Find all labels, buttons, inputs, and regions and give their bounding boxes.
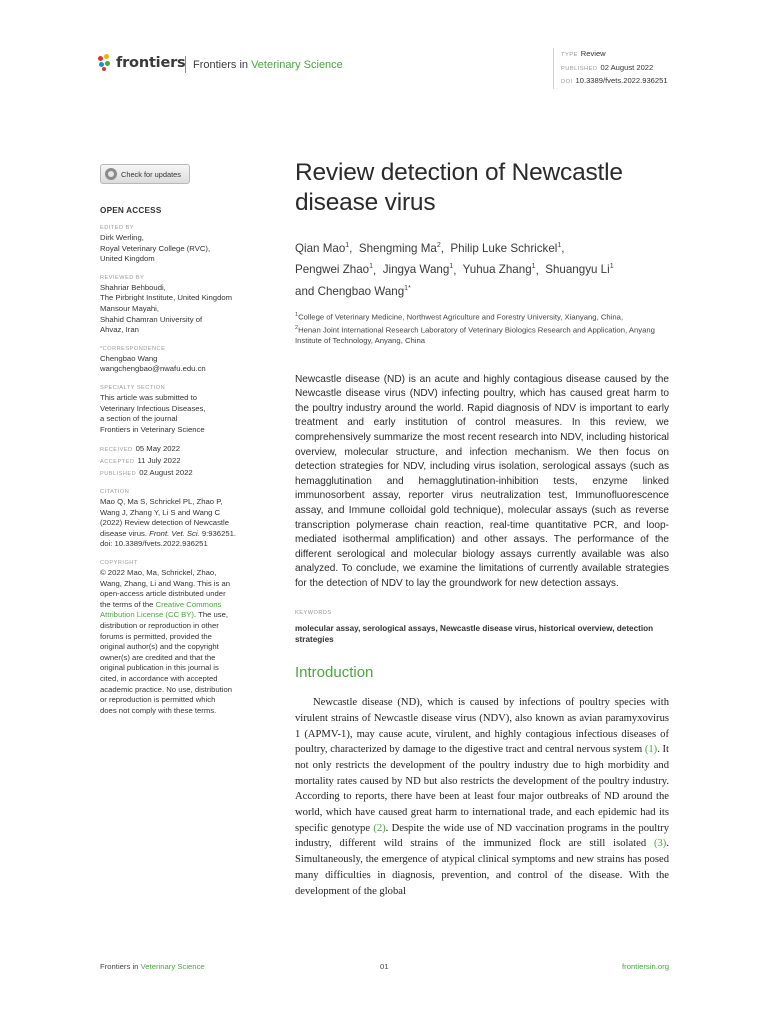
reviewed-by-section: REVIEWED BY Shahriar Behboudi, The Pirbright Institute, United Kingdom Mansour Mayahi, Shahid Chamran University of Ahvaz, Iran <box>100 274 233 335</box>
check-for-updates-button[interactable]: Check for updates <box>100 164 190 184</box>
reference-link[interactable]: (3) <box>653 838 667 850</box>
dates-section <box>100 444 278 479</box>
citation-doi[interactable]: doi: 10.3389/fvets.2022.936251 <box>100 539 208 549</box>
meta-doi[interactable]: DOI 10.3389/fvets.2022.936251 <box>561 76 668 85</box>
author[interactable]: Chengbao Wang$^{1*}$ <box>317 284 411 298</box>
meta-published: PUBLISHED 02 August 2022 <box>561 62 654 72</box>
journal-name[interactable] <box>193 59 343 71</box>
affiliations: $^1$College of Veterinary Medicine, Northwest Agriculture and Forestry University, Xianyang, China, $^2$Henan Joint International Research Laboratory of Veterinary Biologics Research and Application, Anyang Institute of Technology, Anyang, China <box>295 311 655 345</box>
author[interactable]: Shuangyu Li$^1$ <box>545 263 614 277</box>
introduction-paragraph: Newcastle disease (ND), which is caused by infections of poultry species with virulent strains of Newcastle disease virus (NDV), also known as avian paramyxovirus 1 (APMV-1), may cause acute, virulent, and highly contagious infectious diseases of poultry, characterized by damage to the digestive tract and central nervous system (1). It not only restricts the development of the poultry industry due to high morbidity and mortality rates caused by ND but also restricts the development of the poultry industry. According to reports, there have been at least four major outbreaks of ND around the world, which have caused great harm to international trade, and each epidemic had its specific genotype (2). Despite the wide use of ND vaccination programs in the poultry industry, different wild strains of the immunized flock are still isolated (3). Simultaneously, the emergence of atypical clinical symptoms and new strains has posed many difficulties in diagnosis, prevention, and control of the disease. With the development of the global <box>295 697 669 897</box>
frontiers-logo[interactable] <box>97 54 185 72</box>
keywords-label: KEYWORDS <box>295 609 332 616</box>
keywords: molecular assay, serological assays, Newcastle disease virus, historical overview, detection strategies <box>295 623 654 645</box>
logo-wordmark: frontiers <box>116 55 186 71</box>
correspondence-section: *CORRESPONDENCE Chengbao Wang wangchengbao@nwafu.edu.cn <box>100 345 278 375</box>
specialty-section: SPECIALTY SECTION This article was submitted to Veterinary Infectious Diseases, a section of the journal Frontiers in Veterinary Science <box>100 384 206 434</box>
author[interactable]: Yuhua Zhang$^1$ <box>462 263 536 277</box>
header-divider <box>185 56 186 73</box>
accepted-date: ACCEPTED 11 July 2022 <box>100 455 181 465</box>
open-access-label: OPEN ACCESS <box>100 206 162 215</box>
published-date: PUBLISHED 02 August 2022 <box>100 467 193 477</box>
cc-by-link[interactable]: Attribution License (CC BY) <box>100 610 194 620</box>
received-date: RECEIVED 05 May 2022 <box>100 444 181 454</box>
citation-section: CITATION Mao Q, Ma S, Schrickel PL, Zhao P, Wang J, Zhang Y, Li S and Wang C (2022) Review detection of Newcastle disease virus. Front. Vet. Sci. 9:936251. doi: 10.3389/fvets.2022.936251 <box>100 488 278 550</box>
cc-license-link[interactable]: Creative Commons <box>155 599 222 609</box>
introduction-heading: Introduction <box>295 664 374 682</box>
author-list: Qian Mao$^1$, Shengming Ma$^2$, Philip Luke Schrickel$^1$, Pengwei Zhao$^1$, Jingya Wang$^1$, Yuhua Zhang$^1$, Shuangyu Li$^1$ and Chengbao Wang$^{1*}$ <box>295 241 614 298</box>
journal-title: Veterinary Science <box>251 59 343 71</box>
page-header <box>97 49 677 85</box>
reference-link[interactable]: (1) <box>644 744 658 756</box>
article-sidebar <box>100 164 278 716</box>
frontiers-logo-icon <box>97 54 113 72</box>
abstract: Newcastle disease (ND) is an acute and highly contagious disease caused by the Newcastle disease virus (NDV) infecting poultry, which has caused great harm to the poultry industry around the world. Rapid diagnosis of NDV is important to early treatment and early institution of control measures. In this review, we comprehensively summarize the most recent research into NDV, including historical overview, molecular structure, and infection mechanism. We then focus on detection strategies for NDV, including virus isolation, serological assays (such as hemagglutination and hemagglutination-inhibition tests, enzyme linked immunosorbent assay, reporter virus neutralization test, Immunofluorescence assay, and Immune colloidal gold technique), molecular assays (such as reverse transcription polymerase chain reaction, real-time quantitative PCR, and loop-mediated isothermal amplification) and other assays. The performance of the different serological and molecular biology assays currently available was also analyzed. To conclude, we examine the limitations of currently available strategies for the detection of NDV to lay the groundwork for new detection assays. <box>295 373 669 589</box>
article-main <box>295 158 669 899</box>
edited-by-section: EDITED BY Dirk Werling, Royal Veterinary College (RVC), United Kingdom <box>100 225 211 264</box>
page-number: 01 <box>380 962 389 971</box>
reference-link[interactable]: (2) <box>373 822 386 834</box>
journal-prefix: Frontiers in <box>193 59 252 71</box>
author[interactable]: Shengming Ma$^2$ <box>358 241 441 255</box>
article-title: Review detection of Newcastle disease virus <box>295 159 623 216</box>
author[interactable]: Jingya Wang$^1$ <box>382 263 454 277</box>
copyright-section: COPYRIGHT © 2022 Mao, Ma, Schrickel, Zhao, Wang, Zhang, Li and Wang. This is an open-access article distributed under the terms of the Creative Commons Attribution License (CC BY). The use, distribution or reproduction in other forums is permitted, provided the original author(s) and the copyright owner(s) are credited and that the original publication in this journal is cited, in accordance with accepted academic practice. No use, distribution or reproduction is permitted which does not comply with these terms. <box>100 560 233 715</box>
article-meta <box>553 48 677 89</box>
meta-type: TYPE Review <box>561 49 606 58</box>
update-icon <box>105 168 117 180</box>
correspondence-email[interactable]: wangchengbao@nwafu.edu.cn <box>100 364 206 374</box>
footer-journal[interactable]: Frontiers in Veterinary Science <box>100 962 205 971</box>
author[interactable]: Qian Mao$^1$ <box>295 241 350 255</box>
author[interactable]: Pengwei Zhao$^1$ <box>295 263 374 277</box>
author[interactable]: Philip Luke Schrickel$^1$ <box>450 241 562 255</box>
footer-site-link[interactable]: frontiersin.org <box>622 962 669 971</box>
